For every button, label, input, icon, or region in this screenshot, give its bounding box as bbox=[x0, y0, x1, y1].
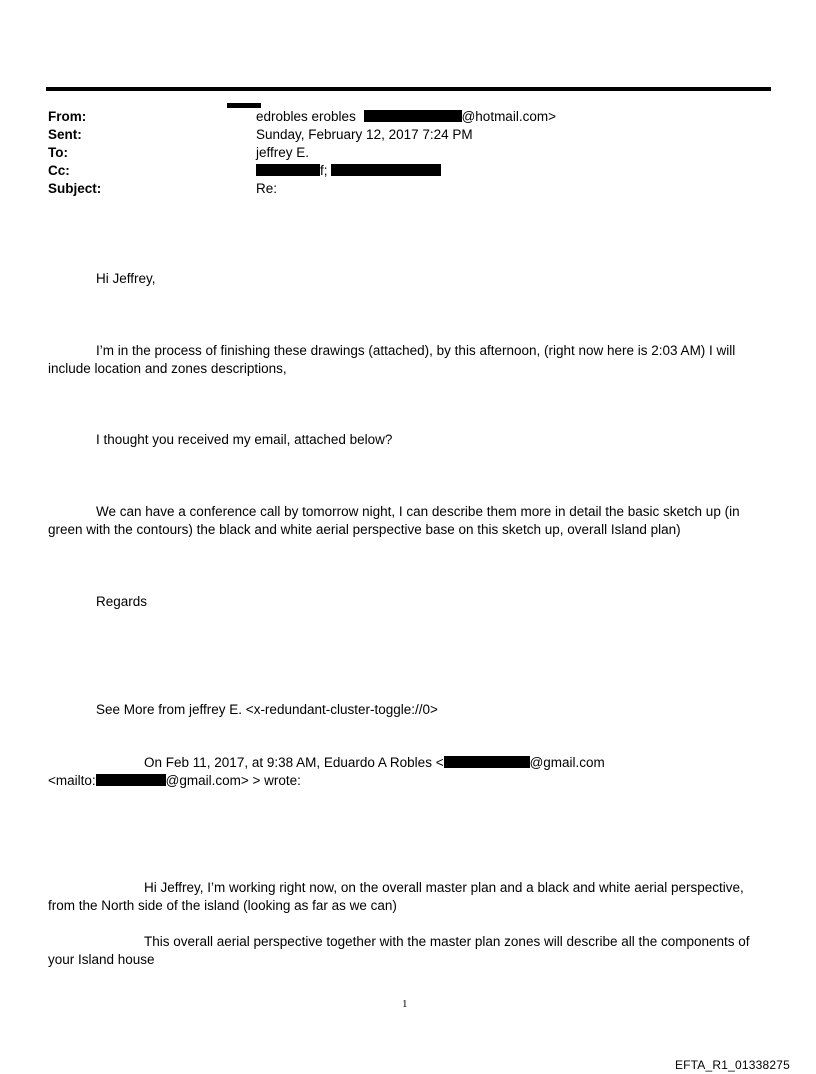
greeting: Hi Jeffrey, bbox=[96, 271, 156, 286]
redaction-block bbox=[444, 756, 530, 768]
cc-value bbox=[256, 162, 441, 180]
sent-value: Sunday, February 12, 2017 7:24 PM bbox=[256, 127, 473, 142]
document-id: EFTA_R1_01338275 bbox=[674, 1058, 790, 1072]
quote-intro-email: @gmail.com bbox=[529, 755, 605, 770]
page-number: 1 bbox=[402, 998, 408, 1010]
sent-label: Sent: bbox=[48, 127, 82, 142]
quote-intro bbox=[48, 754, 758, 790]
from-name: edrobles erobles bbox=[256, 109, 356, 124]
cc-separator: f; bbox=[320, 163, 328, 178]
redaction-block bbox=[256, 164, 320, 176]
from-label: From: bbox=[48, 109, 87, 124]
redaction-block bbox=[364, 110, 462, 122]
cc-label: Cc: bbox=[48, 163, 70, 178]
from-value bbox=[256, 108, 556, 126]
subject-label: Subject: bbox=[48, 181, 102, 196]
redaction-block bbox=[96, 774, 166, 786]
body-paragraph-2: I thought you received my email, attached below? bbox=[96, 432, 393, 447]
redaction-block bbox=[331, 164, 441, 176]
header-rule bbox=[46, 87, 771, 91]
see-more-link[interactable]: See More from jeffrey E. <x-redundant-cluster-toggle://0> bbox=[96, 702, 438, 717]
body-paragraph-1: I’m in the process of finishing these drawings (attached), by this afternoon, (right now here is 2:03 AM) I will include location and zones descriptions, bbox=[48, 343, 736, 376]
regards: Regards bbox=[96, 594, 148, 609]
quoted-paragraph-1: Hi Jeffrey, I’m working right now, on the overall master plan and a black and white aerial perspective, from the North side of the island (looking as far as we can) bbox=[48, 880, 744, 913]
body-paragraph-3: We can have a conference call by tomorrow night, I can describe them more in detail the basic sketch up (in green with the contours) the black and white aerial perspective base on this sketch up, overall Island plan) bbox=[48, 504, 740, 537]
to-label: To: bbox=[48, 145, 68, 160]
quote-mailto-suffix: @gmail.com> > wrote: bbox=[165, 773, 301, 788]
quote-mailto bbox=[0, 772, 301, 790]
from-email-domain: @hotmail.com> bbox=[461, 109, 556, 124]
quote-mailto-prefix: <mailto: bbox=[48, 773, 96, 788]
quoted-paragraph-2: This overall aerial perspective together with the master plan zones will describe all the components of your Island house bbox=[48, 934, 750, 967]
to-value: jeffrey E. bbox=[256, 145, 310, 160]
subject-value: Re: bbox=[256, 181, 278, 196]
quote-intro-text: On Feb 11, 2017, at 9:38 AM, Eduardo A Robles < bbox=[144, 755, 444, 770]
